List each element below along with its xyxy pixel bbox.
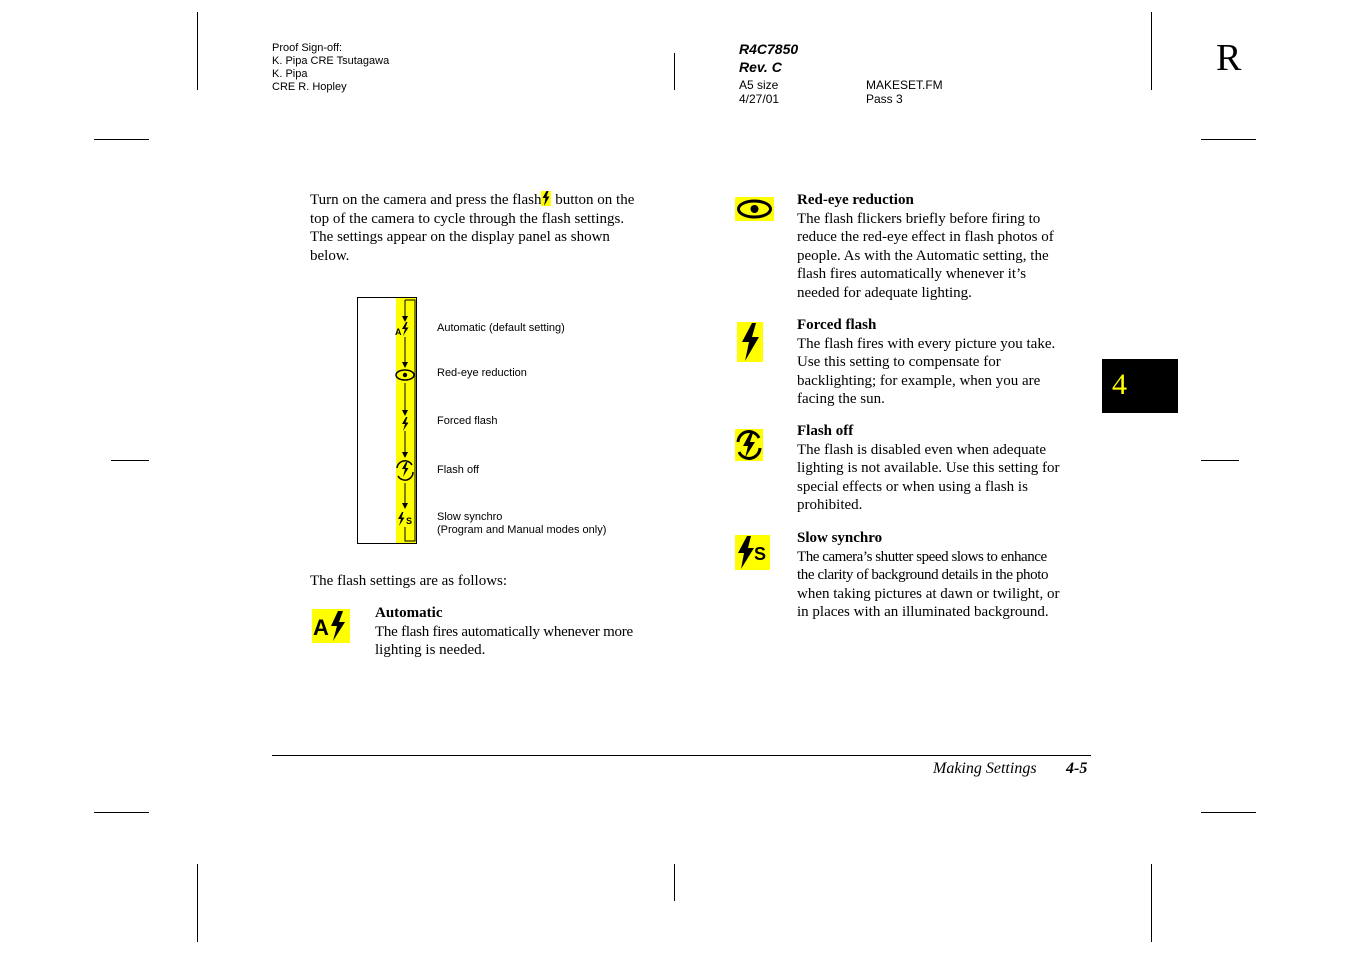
corner-letter: R (1216, 37, 1242, 79)
diagram-label-red-eye: Red-eye reduction (437, 367, 527, 379)
intro-line: Turn on the camera and press the flash button on the (310, 192, 635, 208)
revision: Rev. C (739, 59, 782, 75)
setting-line: people. As with the Automatic setting, the (797, 247, 1049, 264)
forced-flash-icon (737, 322, 763, 362)
diagram-label-slow-synchro: Slow synchro (437, 511, 503, 523)
flash-inline-icon (541, 191, 551, 206)
setting-slow-synchro (797, 529, 1089, 622)
proof-signoff (272, 42, 389, 94)
crop-mark (1201, 460, 1239, 461)
crop-mark (1151, 12, 1152, 90)
proof-line: K. Pipa (272, 68, 308, 80)
chapter-number: 4 (1112, 368, 1127, 401)
setting-line: The camera’s shutter speed slows to enhance (797, 548, 1047, 565)
setting-forced-flash (797, 316, 1089, 409)
setting-line: special effects or when using a flash is (797, 478, 1028, 495)
crop-mark (674, 864, 675, 901)
crop-mark (111, 460, 149, 461)
diagram-label-forced: Forced flash (437, 415, 498, 427)
crop-mark (1151, 864, 1152, 942)
svg-text:A: A (395, 327, 402, 337)
setting-title: Forced flash (797, 317, 877, 333)
intro-line: The settings appear on the display panel as shown (310, 229, 610, 245)
setting-line: lighting is not available. Use this setting for (797, 460, 1060, 476)
diagram-label-slow-synchro-note: (Program and Manual modes only) (437, 524, 607, 536)
model-number: R4C7850 (739, 41, 799, 57)
setting-line: prohibited. (797, 497, 863, 513)
crop-mark (197, 864, 198, 942)
date: 4/27/01 (739, 92, 780, 106)
setting-title: Flash off (797, 423, 854, 439)
setting-line: The flash is disabled even when adequate (797, 441, 1047, 458)
setting-flash-off (797, 422, 1089, 515)
crop-mark (94, 812, 149, 813)
red-eye-icon (735, 197, 774, 221)
setting-line: flash fires automatically whenever it’s (797, 266, 1027, 282)
setting-line: facing the sun. (797, 391, 885, 407)
diagram-label-flash-off: Flash off (437, 464, 479, 476)
crop-mark (1201, 812, 1256, 813)
footer-page-number: 4-5 (1066, 760, 1088, 777)
setting-line: The flash fires automatically whenever more (375, 623, 633, 640)
setting-title: Red-eye reduction (797, 192, 914, 208)
crop-mark (674, 53, 675, 90)
setting-line: Use this setting to compensate for (797, 354, 1001, 370)
svg-text:A: A (313, 615, 329, 640)
footer-section-title: Making Settings (933, 760, 1037, 777)
slow-synchro-icon (735, 535, 770, 570)
setting-line: lighting is needed. (375, 642, 486, 658)
setting-line: backlighting; for example, when you are (797, 372, 1041, 389)
proof-line: Proof Sign-off: (272, 42, 343, 54)
svg-text:S: S (754, 544, 767, 564)
file-name: MAKESET.FM (866, 78, 943, 92)
setting-title: Slow synchro (797, 530, 883, 546)
setting-line: The flash fires with every picture you take. (797, 335, 1056, 352)
crop-mark (197, 12, 198, 90)
auto-flash-icon (312, 609, 350, 643)
diagram-label-automatic: Automatic (default setting) (437, 322, 565, 334)
proof-line: CRE R. Hopley (272, 81, 347, 93)
setting-red-eye (797, 191, 1089, 302)
flash-off-icon (735, 429, 763, 461)
setting-line: when taking pictures at dawn or twilight, or (797, 585, 1060, 602)
setting-line: The flash flickers briefly before firing to (797, 210, 1041, 227)
intro-line: below. (310, 247, 350, 264)
intro-paragraph (310, 191, 670, 265)
setting-line: the clarity of background details in the photo (797, 567, 1049, 583)
setting-automatic (375, 604, 667, 660)
proof-line: K. Pipa CRE Tsutagawa (272, 55, 390, 67)
crop-mark (94, 139, 149, 140)
crop-mark (1201, 139, 1256, 140)
pass-number: Pass 3 (866, 92, 903, 106)
display-panel-strip (357, 297, 418, 544)
footer-rule (272, 755, 1091, 756)
paper-size: A5 size (739, 78, 779, 92)
setting-line: in places with an illuminated background. (797, 604, 1049, 620)
svg-text:S: S (406, 516, 413, 526)
flash-cycle-diagram (357, 297, 418, 544)
settings-intro: The flash settings are as follows: (310, 573, 508, 589)
setting-line: reduce the red-eye effect in flash photos of (797, 229, 1054, 245)
chapter-tab (1102, 359, 1178, 413)
intro-line: top of the camera to cycle through the flash settings. (310, 210, 625, 227)
setting-line: needed for adequate lighting. (797, 284, 972, 301)
setting-title: Automatic (375, 605, 443, 621)
